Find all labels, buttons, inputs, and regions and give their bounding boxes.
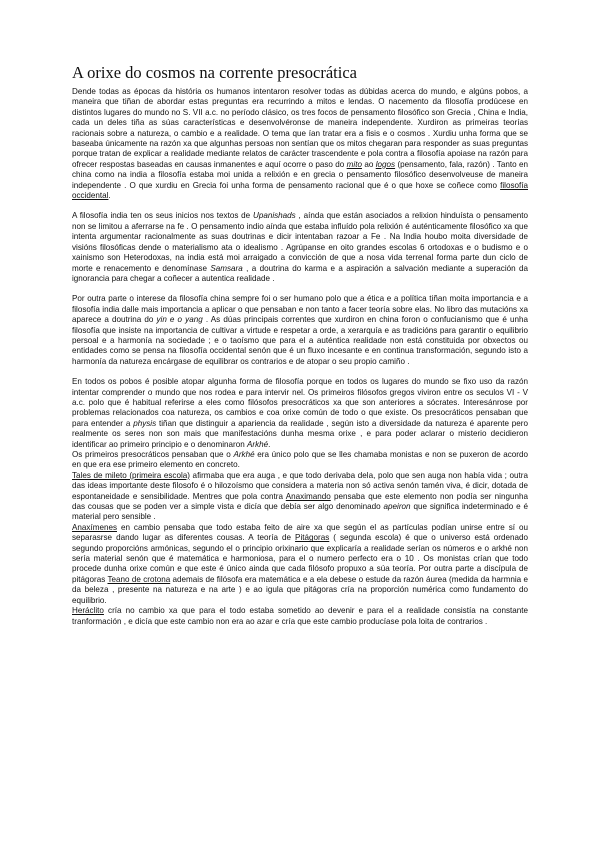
paragraph-heraclito: Heráclito cría no cambio xa que para el todo estaba sometido ao devenir e para el a realidade consistía na constante tranformación , e dicía que este cambio non era ao azar e cría que este cambio producíase pola loita de contrarios . bbox=[72, 606, 528, 626]
term-arkhe: Arkhé bbox=[247, 439, 269, 449]
paragraph-intro: Dende todas as épocas da história os humanos intentaron resolver todas as dúbidas acerca do mundo, e algúns pobos, a maneira que tiñan de abordar estas preguntas era recurrindo a mitos e lendas. O nacemento da filosofía prodúcese en distintos lugares do mundo no S. VII a.c. no período clásico, os tres focos de pensamento filosófico son Grecia , China e India, cada un deles tiña as súas características e desenvolvéronse de maneira independente. Xurdiron as primeiras teorías racionais sobre a natureza, o cambio e a realidade. O tema que ían tratar era a fisis e o cosmos . Xurdiu unha forma que se baseaba únicamente na razón xa que algunhas persoas non sentían que os mitos chegaran para responder as suas preguntas porque tratan de explicar a realidade mediante relatos de carácter trascendente e pola contra a filosofía apoiase na razón para ofrecer respostas baseadas en causas inmanentes e aquí ocorre o paso do mito ao logos (pensamento, fala, razón) . Tanto en china como na india a filosofía estaba moi unida a relixión e en grecia o pensamento filosófico desenvolveuse de maneira independente . O que xurdiu en Grecia foi unha forma de pensamento racional que é o que hoxe se coñece como filosofía occidental. bbox=[72, 87, 528, 201]
term-arkhe-2: Arkhé bbox=[233, 450, 255, 459]
term-teano: Teano de crotona bbox=[107, 574, 171, 584]
paragraph-india: A filosofía india ten os seus inicios nos textos de Upanishads , aínda que están asociados a relixion hinduísta o pensamento non se limitou a aferrarse na fe . O pensamento indio aínda que estaba influído pola relixión é auténticamente filosófico xa que intenta argumentar racionalmente as suas doutrinas e dicir intentaban razoar a Fe . Na India houbo moita diversidade de visións filosóficas dende o materialismo ata o idealismo . Agrúpanse en oito grandes escolas 6 ortodoxas e o budismo e o xainismo son Heterodoxas, na india está moi arraigado a convicción de que a nosa vida terrenal forma parte dun ciclo de morte e renacemento e denomínase Samsara , a doutrina do karma e a aspiración a salvación mediante a superación da ignorancia para chegar a coñecer a autentica realidade . bbox=[72, 211, 528, 283]
document-title: A orixe do cosmos na corrente presocrática bbox=[72, 63, 357, 82]
term-mito: mito bbox=[346, 159, 362, 169]
term-pitagoras: Pitágoras bbox=[295, 533, 330, 543]
term-anaximenes: Anaxímenes bbox=[72, 522, 117, 532]
term-physis: physis bbox=[133, 418, 157, 428]
term-yin-yang: yin e o yang bbox=[156, 315, 203, 325]
term-upanishads: Upanishads bbox=[252, 211, 296, 221]
paragraph-grecia: En todos os pobos é posible atopar algunha forma de filosofía porque en todos os lugares do mundo se fixo uso da razón intentar comprender o mundo que nos rodea e para intervir nel. Os primeiros filósofos gregos viviron entre os seculos VI - V a.c. polo que é habitual referirse a eles como filósofos presocráticos xa que son anteriores a sócrates. Interesánrose por problemas relacionados coa natureza, os cambios e coa orixe común de todo o que existe. Os presocráticos pensaban que para entender a physis tiñan que distinguir a apariencia da realidade , según isto a diversidade da natureza é aparente pero realmente os seres non son mais que manifestacións dunha mesma orixe , e para poder aclarar o misterio decidieron identificar ao primeiro principio e o denominaron Arkhé. bbox=[72, 377, 528, 449]
term-filosofia-occidental: filosofía occidental bbox=[72, 180, 528, 201]
term-heraclito: Heráclito bbox=[72, 606, 104, 616]
paragraph-monistas: Os primeiros presocráticos pensaban que o Arkhé era único polo que se lles chamaba monistas e non se puxeron de acordo en que era ese primeiro elemento en concreto. bbox=[72, 450, 529, 470]
paragraph-tales: Tales de mileto (primeira escola) afirmaba que era auga , e que todo derivaba dela, polo que sen auga non había vida ; outra das ideas importante deste filosofo é o hilozoísmo que considera a materia non só activa senón tamén viva, é dicir, dotada de espontaneidade e sensibilidade. Mentres que pola contra Anaximando pensaba que este elemento non podía ser ningunha das cousas que se poden ver a simple vista e dicía que debía ser algo denominado apeiron que significa indeterminado e é material pero sensible . bbox=[72, 470, 528, 522]
term-tales: Tales de mileto (primeira escola) bbox=[72, 470, 190, 480]
term-logos: logos bbox=[375, 159, 396, 169]
paragraph-anaximenes: Anaxímenes en cambio pensaba que todo estaba feito de aire xa que según el as partículas podían unirse entre sí ou separasrse dando lugar as diferentes cousas. A teoría de Pitágoras ( segunda escola) é que o universo está ordenado segundo proporcións armónicas, segundo el o principio orixinario que explicaría a realidade serían os números e o arkhé non sería material senón que é matemática e harmoniosa, para el o numero perfecto era o 10 . Os monistas crían que todo procede dunha orixe común e que este é único ainda que cada filósofo propuxo a súa teoría. Por outra parte a discípula de pitágoras Teano de crotona ademais de filósofa era matemática e a ela debese o estude da razón áurea (medida da harmnia e da beleza , presente na natureza e na arte ) e ao igula que pitágoras cría na proporción numérica como fundamento do equilibrio. bbox=[72, 522, 528, 605]
term-apeiron: apeiron bbox=[383, 502, 411, 512]
paragraph-china: Por outra parte o interese da filosofía china sempre foi o ser humano polo que a ética e a política tiñan moita importancia e a filosofía india dalle mais importancia a aplicar o que pensaban e non tanto a facer teoría sobre elas. No libro das mutacións xa aparece a doutrina do yin e o yang . As dúas principais correntes que xurdiron en china foron o confucianismo que é unha filosofía que insiste na importancia de cultivar a virtude e respetar a orde, a xerarquía e as tradicións para garantir o equilibrio persoal e a harmonía na sociedade ; e o taoísmo que para el a auténtica realidade non está constituida por obxectos ou entidades como se pensa na filosofía occidental senón que é un fluxo incesante e en continua transformación, segundo isto a harmonía da natureza encárgase de equilibrar os contrarios e de atopar o seu propio camiño . bbox=[72, 294, 528, 366]
term-samsara: Samsara bbox=[210, 263, 243, 273]
term-anaximando: Anaximando bbox=[285, 491, 331, 501]
